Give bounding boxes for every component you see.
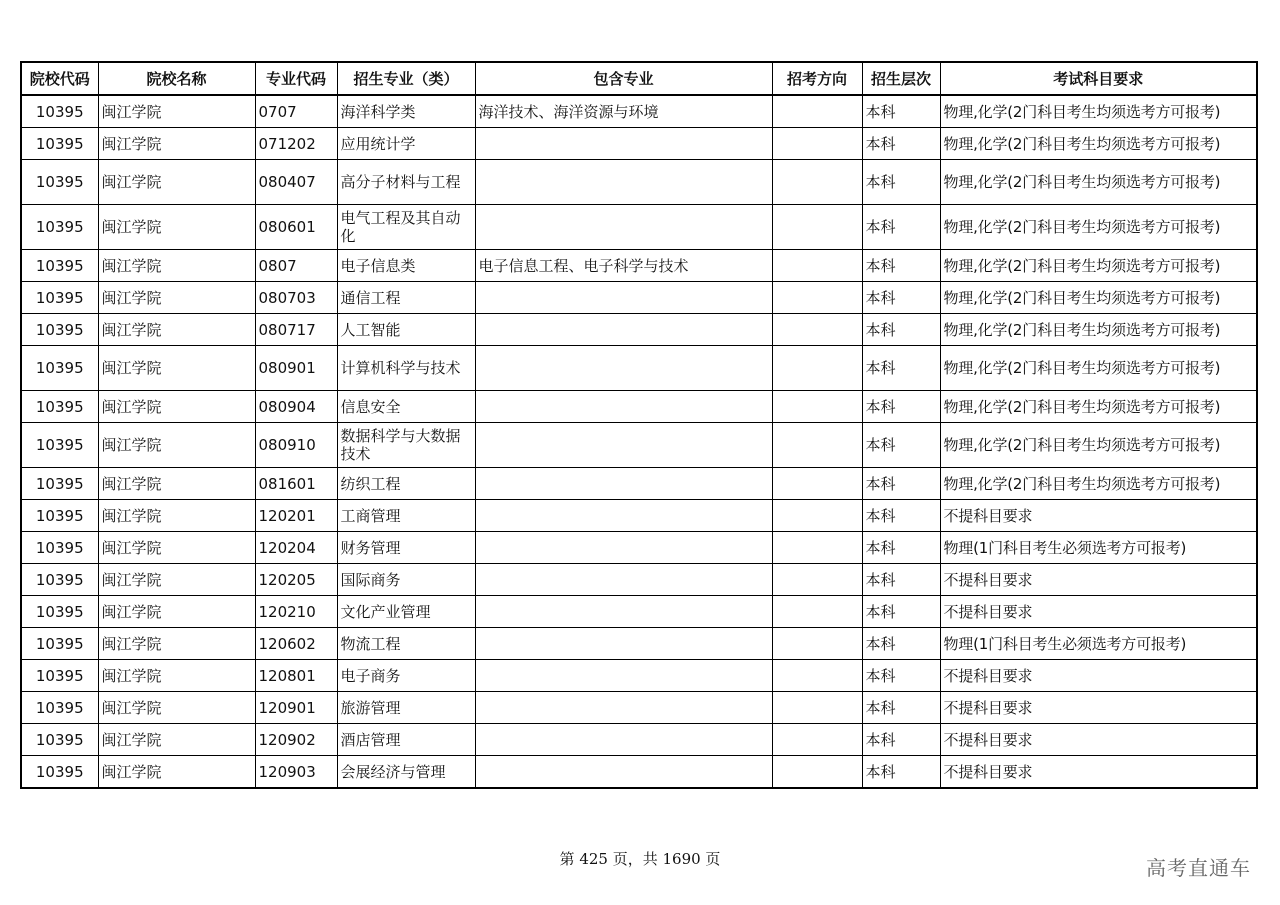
cell-school-name: 闽江学院 — [98, 346, 255, 391]
cell-included-majors — [475, 564, 772, 596]
cell-school-code: 10395 — [21, 628, 98, 660]
cell-subject-requirement: 物理,化学(2门科目考生均须选考方可报考) — [940, 423, 1257, 468]
cell-level: 本科 — [862, 250, 940, 282]
cell-school-code: 10395 — [21, 692, 98, 724]
page-number: 第 425 页，共 1690 页 — [559, 850, 721, 868]
cell-major: 通信工程 — [337, 282, 475, 314]
cell-level: 本科 — [862, 692, 940, 724]
cell-major-code: 080601 — [255, 205, 337, 250]
cell-included-majors — [475, 346, 772, 391]
cell-direction — [772, 500, 862, 532]
cell-included-majors — [475, 423, 772, 468]
cell-level: 本科 — [862, 391, 940, 423]
table-row — [21, 423, 1257, 468]
cell-level: 本科 — [862, 314, 940, 346]
cell-direction — [772, 250, 862, 282]
cell-level: 本科 — [862, 468, 940, 500]
cell-subject-requirement: 物理,化学(2门科目考生均须选考方可报考) — [940, 160, 1257, 205]
cell-subject-requirement: 物理,化学(2门科目考生均须选考方可报考) — [940, 128, 1257, 160]
cell-major: 计算机科学与技术 — [337, 346, 475, 391]
cell-major: 电子商务 — [337, 660, 475, 692]
cell-direction — [772, 756, 862, 789]
cell-major: 电气工程及其自动化 — [337, 205, 475, 250]
cell-level: 本科 — [862, 628, 940, 660]
cell-major-code: 120901 — [255, 692, 337, 724]
table-row — [21, 282, 1257, 314]
cell-level: 本科 — [862, 423, 940, 468]
cell-included-majors — [475, 692, 772, 724]
cell-subject-requirement: 物理,化学(2门科目考生均须选考方可报考) — [940, 391, 1257, 423]
cell-school-name: 闽江学院 — [98, 95, 255, 128]
cell-included-majors — [475, 532, 772, 564]
cell-school-name: 闽江学院 — [98, 314, 255, 346]
cell-direction — [772, 160, 862, 205]
cell-subject-requirement: 物理,化学(2门科目考生均须选考方可报考) — [940, 95, 1257, 128]
cell-school-name: 闽江学院 — [98, 564, 255, 596]
cell-school-name: 闽江学院 — [98, 391, 255, 423]
enrollment-table-container — [20, 61, 1256, 789]
cell-major-code: 120210 — [255, 596, 337, 628]
cell-subject-requirement: 物理,化学(2门科目考生均须选考方可报考) — [940, 205, 1257, 250]
cell-major: 人工智能 — [337, 314, 475, 346]
cell-major: 应用统计学 — [337, 128, 475, 160]
cell-major: 物流工程 — [337, 628, 475, 660]
cell-major-code: 120205 — [255, 564, 337, 596]
cell-school-name: 闽江学院 — [98, 724, 255, 756]
cell-major: 工商管理 — [337, 500, 475, 532]
enrollment-table — [20, 61, 1258, 789]
header-major: 招生专业（类） — [337, 62, 475, 95]
cell-major-code: 120201 — [255, 500, 337, 532]
cell-major-code: 120902 — [255, 724, 337, 756]
cell-school-name: 闽江学院 — [98, 160, 255, 205]
cell-included-majors — [475, 596, 772, 628]
cell-school-name: 闽江学院 — [98, 756, 255, 789]
cell-major-code: 0707 — [255, 95, 337, 128]
cell-direction — [772, 346, 862, 391]
cell-major: 海洋科学类 — [337, 95, 475, 128]
cell-major-code: 080904 — [255, 391, 337, 423]
cell-school-code: 10395 — [21, 724, 98, 756]
cell-subject-requirement: 物理(1门科目考生必须选考方可报考) — [940, 628, 1257, 660]
cell-school-name: 闽江学院 — [98, 628, 255, 660]
cell-level: 本科 — [862, 160, 940, 205]
cell-level: 本科 — [862, 756, 940, 789]
cell-subject-requirement: 物理(1门科目考生必须选考方可报考) — [940, 532, 1257, 564]
cell-level: 本科 — [862, 346, 940, 391]
cell-included-majors — [475, 160, 772, 205]
cell-school-code: 10395 — [21, 128, 98, 160]
table-row — [21, 346, 1257, 391]
cell-major: 信息安全 — [337, 391, 475, 423]
cell-school-name: 闽江学院 — [98, 423, 255, 468]
cell-direction — [772, 564, 862, 596]
cell-school-name: 闽江学院 — [98, 660, 255, 692]
cell-level: 本科 — [862, 532, 940, 564]
cell-level: 本科 — [862, 95, 940, 128]
cell-level: 本科 — [862, 500, 940, 532]
cell-school-name: 闽江学院 — [98, 250, 255, 282]
cell-included-majors — [475, 500, 772, 532]
cell-school-code: 10395 — [21, 468, 98, 500]
table-row — [21, 500, 1257, 532]
cell-direction — [772, 314, 862, 346]
cell-direction — [772, 724, 862, 756]
table-row — [21, 628, 1257, 660]
table-row — [21, 250, 1257, 282]
cell-major-code: 081601 — [255, 468, 337, 500]
cell-major-code: 120204 — [255, 532, 337, 564]
cell-direction — [772, 423, 862, 468]
table-row — [21, 468, 1257, 500]
cell-school-code: 10395 — [21, 250, 98, 282]
cell-school-code: 10395 — [21, 346, 98, 391]
header-level: 招生层次 — [862, 62, 940, 95]
cell-major: 电子信息类 — [337, 250, 475, 282]
cell-school-code: 10395 — [21, 660, 98, 692]
header-major-code: 专业代码 — [255, 62, 337, 95]
cell-included-majors — [475, 282, 772, 314]
cell-school-code: 10395 — [21, 564, 98, 596]
cell-school-code: 10395 — [21, 282, 98, 314]
cell-included-majors — [475, 628, 772, 660]
table-header-row — [21, 62, 1257, 95]
cell-school-code: 10395 — [21, 500, 98, 532]
cell-school-code: 10395 — [21, 391, 98, 423]
cell-direction — [772, 95, 862, 128]
cell-level: 本科 — [862, 660, 940, 692]
table-row — [21, 660, 1257, 692]
cell-school-code: 10395 — [21, 314, 98, 346]
table-row — [21, 724, 1257, 756]
table-row — [21, 391, 1257, 423]
cell-school-code: 10395 — [21, 532, 98, 564]
cell-included-majors: 电子信息工程、电子科学与技术 — [475, 250, 772, 282]
cell-school-code: 10395 — [21, 160, 98, 205]
cell-major-code: 080910 — [255, 423, 337, 468]
cell-subject-requirement: 不提科目要求 — [940, 596, 1257, 628]
cell-school-code: 10395 — [21, 423, 98, 468]
table-body — [21, 95, 1257, 788]
cell-school-name: 闽江学院 — [98, 282, 255, 314]
cell-major: 纺织工程 — [337, 468, 475, 500]
cell-included-majors — [475, 314, 772, 346]
cell-major-code: 080407 — [255, 160, 337, 205]
table-row — [21, 314, 1257, 346]
cell-included-majors — [475, 128, 772, 160]
cell-major-code: 0807 — [255, 250, 337, 282]
table-row — [21, 95, 1257, 128]
cell-major-code: 080717 — [255, 314, 337, 346]
cell-direction — [772, 128, 862, 160]
table-row — [21, 160, 1257, 205]
cell-subject-requirement: 物理,化学(2门科目考生均须选考方可报考) — [940, 346, 1257, 391]
header-included-majors: 包含专业 — [475, 62, 772, 95]
cell-major-code: 080901 — [255, 346, 337, 391]
cell-subject-requirement: 不提科目要求 — [940, 500, 1257, 532]
header-direction: 招考方向 — [772, 62, 862, 95]
table-row — [21, 596, 1257, 628]
cell-major-code: 120903 — [255, 756, 337, 789]
cell-school-code: 10395 — [21, 205, 98, 250]
cell-subject-requirement: 物理,化学(2门科目考生均须选考方可报考) — [940, 314, 1257, 346]
cell-school-code: 10395 — [21, 756, 98, 789]
cell-major-code: 071202 — [255, 128, 337, 160]
cell-major: 高分子材料与工程 — [337, 160, 475, 205]
cell-subject-requirement: 不提科目要求 — [940, 692, 1257, 724]
cell-school-name: 闽江学院 — [98, 532, 255, 564]
cell-major: 旅游管理 — [337, 692, 475, 724]
cell-direction — [772, 692, 862, 724]
cell-school-name: 闽江学院 — [98, 468, 255, 500]
cell-included-majors — [475, 468, 772, 500]
cell-school-name: 闽江学院 — [98, 128, 255, 160]
cell-included-majors — [475, 660, 772, 692]
cell-level: 本科 — [862, 128, 940, 160]
cell-subject-requirement: 物理,化学(2门科目考生均须选考方可报考) — [940, 282, 1257, 314]
cell-level: 本科 — [862, 564, 940, 596]
cell-included-majors — [475, 724, 772, 756]
cell-subject-requirement: 不提科目要求 — [940, 660, 1257, 692]
cell-subject-requirement: 不提科目要求 — [940, 564, 1257, 596]
header-subject-requirement: 考试科目要求 — [940, 62, 1257, 95]
cell-major-code: 120602 — [255, 628, 337, 660]
header-school-name: 院校名称 — [98, 62, 255, 95]
cell-school-code: 10395 — [21, 95, 98, 128]
cell-school-name: 闽江学院 — [98, 500, 255, 532]
cell-included-majors — [475, 205, 772, 250]
cell-major-code: 080703 — [255, 282, 337, 314]
table-row — [21, 756, 1257, 789]
cell-major: 财务管理 — [337, 532, 475, 564]
cell-direction — [772, 532, 862, 564]
cell-level: 本科 — [862, 596, 940, 628]
cell-included-majors: 海洋技术、海洋资源与环境 — [475, 95, 772, 128]
cell-subject-requirement: 不提科目要求 — [940, 756, 1257, 789]
cell-direction — [772, 282, 862, 314]
cell-direction — [772, 660, 862, 692]
header-school-code: 院校代码 — [21, 62, 98, 95]
table-row — [21, 564, 1257, 596]
cell-major: 酒店管理 — [337, 724, 475, 756]
cell-direction — [772, 628, 862, 660]
cell-direction — [772, 205, 862, 250]
cell-subject-requirement: 不提科目要求 — [940, 724, 1257, 756]
cell-included-majors — [475, 391, 772, 423]
cell-level: 本科 — [862, 282, 940, 314]
table-row — [21, 205, 1257, 250]
cell-major: 会展经济与管理 — [337, 756, 475, 789]
table-row — [21, 128, 1257, 160]
cell-school-code: 10395 — [21, 596, 98, 628]
cell-level: 本科 — [862, 724, 940, 756]
cell-school-name: 闽江学院 — [98, 596, 255, 628]
cell-major: 数据科学与大数据技术 — [337, 423, 475, 468]
watermark: 高考直通车 — [1146, 856, 1251, 880]
cell-direction — [772, 596, 862, 628]
cell-direction — [772, 468, 862, 500]
cell-subject-requirement: 物理,化学(2门科目考生均须选考方可报考) — [940, 468, 1257, 500]
cell-major-code: 120801 — [255, 660, 337, 692]
table-row — [21, 692, 1257, 724]
cell-school-name: 闽江学院 — [98, 692, 255, 724]
cell-major: 文化产业管理 — [337, 596, 475, 628]
cell-included-majors — [475, 756, 772, 789]
cell-major: 国际商务 — [337, 564, 475, 596]
cell-direction — [772, 391, 862, 423]
cell-school-name: 闽江学院 — [98, 205, 255, 250]
cell-subject-requirement: 物理,化学(2门科目考生均须选考方可报考) — [940, 250, 1257, 282]
cell-level: 本科 — [862, 205, 940, 250]
table-row — [21, 532, 1257, 564]
